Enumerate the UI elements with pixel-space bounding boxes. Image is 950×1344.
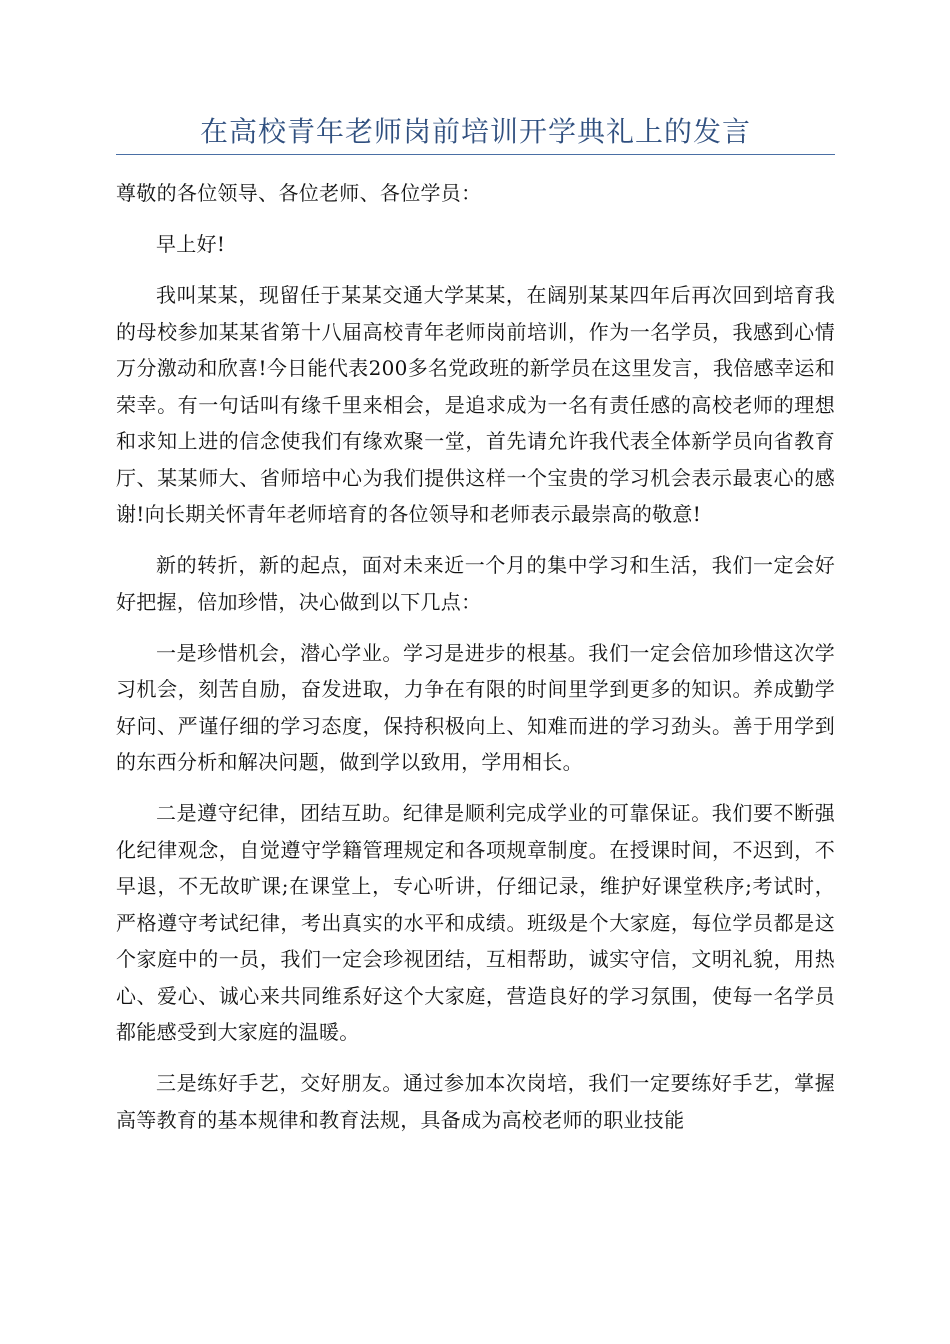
- title-underline: [116, 154, 835, 155]
- paragraph-greeting: 早上好!: [156, 232, 226, 256]
- paragraph-point-three: 三是练好手艺，交好朋友。通过参加本次岗培，我们一定要练好手艺，掌握高等教育的基本规律和教育法规，具备成为高校老师的职业技能: [116, 1071, 835, 1132]
- salutation: 尊敬的各位领导、各位老师、各位学员：: [116, 181, 482, 205]
- paragraph-introduction: 我叫某某，现留任于某某交通大学某某，在阔别某某四年后再次回到培育我的母校参加某某省第十八届高校青年老师岗前培训，作为一名学员，我感到心情万分激动和欣喜!今日能代表200多名党政班的新学员在这里发言，我倍感幸运和荣幸。有一句话叫有缘千里来相会，是追求成为一名有责任感的高校老师的理想和求知上进的信念使我们有缘欢聚一堂，首先请允许我代表全体新学员向省教育厅、某某师大、省师培中心为我们提供这样一个宝贵的学习机会表示最衷心的感谢!向长期关怀青年老师培育的各位领导和老师表示最崇高的敬意!: [116, 283, 835, 526]
- document-body: [116, 175, 835, 1153]
- document-title: 在高校青年老师岗前培训开学典礼上的发言: [199, 115, 751, 148]
- paragraph-resolution: 新的转折，新的起点，面对未来近一个月的集中学习和生活，我们一定会好好把握，倍加珍惜，决心做到以下几点：: [116, 553, 835, 614]
- paragraph-point-two: 二是遵守纪律，团结互助。纪律是顺利完成学业的可靠保证。我们要不断强化纪律观念，自觉遵守学籍管理规定和各项规章制度。在授课时间，不迟到，不早退，不无故旷课;在课堂上，专心听讲，仔细记录，维护好课堂秩序;考试时，严格遵守考试纪律，考出真实的水平和成绩。班级是个大家庭，每位学员都是这个家庭中的一员，我们一定会珍视团结，互相帮助，诚实守信，文明礼貌，用热心、爱心、诚心来共同维系好这个大家庭，营造良好的学习氛围，使每一名学员都能感受到大家庭的温暖。: [116, 801, 835, 1044]
- paragraph-point-one: 一是珍惜机会，潜心学业。学习是进步的根基。我们一定会倍加珍惜这次学习机会，刻苦自励，奋发进取，力争在有限的时间里学到更多的知识。养成勤学好问、严谨仔细的学习态度，保持积极向上、知难而进的学习劲头。善于用学到的东西分析和解决问题，做到学以致用，学用相长。: [116, 640, 835, 774]
